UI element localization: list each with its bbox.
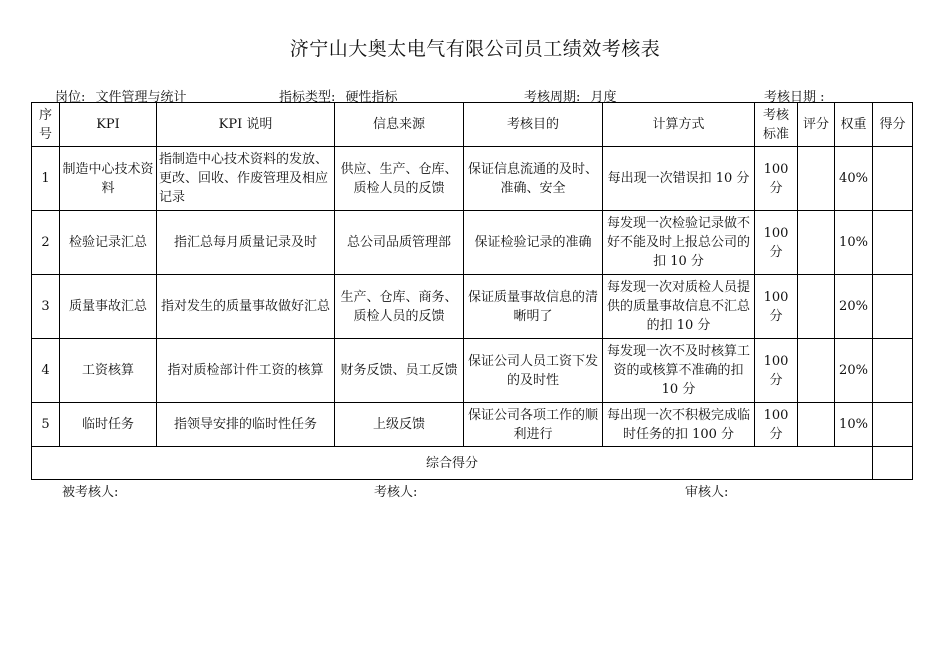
cell-weight: 10% (835, 211, 873, 275)
total-row (32, 447, 913, 480)
table-row (32, 339, 913, 403)
cell-standard: 100 分 (755, 147, 798, 211)
col-header-weight: 权重 (835, 103, 873, 147)
cell-result[interactable] (873, 339, 913, 403)
appraiser-signature: 考核人: (374, 485, 418, 500)
cell-standard: 100 分 (755, 403, 798, 447)
cell-source: 生产、仓库、商务、质检人员的反馈 (335, 275, 464, 339)
col-header-score: 评分 (798, 103, 835, 147)
cell-no: 5 (32, 403, 60, 447)
cell-desc: 指对质检部计件工资的核算 (157, 339, 335, 403)
cell-result[interactable] (873, 275, 913, 339)
cell-source: 供应、生产、仓库、质检人员的反馈 (335, 147, 464, 211)
table-row (32, 275, 913, 339)
reviewer-signature: 审核人: (685, 485, 729, 500)
table-row (32, 211, 913, 275)
cell-purpose: 保证公司人员工资下发的及时性 (464, 339, 603, 403)
cell-no: 1 (32, 147, 60, 211)
cell-score[interactable] (798, 275, 835, 339)
cell-desc: 指制造中心技术资料的发放、更改、回收、作废管理及相应记录 (157, 147, 335, 211)
col-header-result: 得分 (873, 103, 913, 147)
cell-calc: 每发现一次对质检人员提供的质量事故信息不汇总的扣 10 分 (603, 275, 755, 339)
cell-result[interactable] (873, 403, 913, 447)
position-label: 岗位: (55, 90, 86, 105)
col-header-source: 信息来源 (335, 103, 464, 147)
cell-weight: 40% (835, 147, 873, 211)
cell-kpi: 制造中心技术资料 (60, 147, 157, 211)
cell-kpi: 临时任务 (60, 403, 157, 447)
cell-weight: 20% (835, 339, 873, 403)
cell-score[interactable] (798, 339, 835, 403)
cell-desc: 指对发生的质量事故做好汇总 (157, 275, 335, 339)
cell-weight: 20% (835, 275, 873, 339)
col-header-desc: KPI 说明 (157, 103, 335, 147)
cell-kpi: 工资核算 (60, 339, 157, 403)
table-row (32, 147, 913, 211)
cell-calc: 每出现一次不积极完成临时任务的扣 100 分 (603, 403, 755, 447)
table-row (32, 403, 913, 447)
cell-no: 3 (32, 275, 60, 339)
cell-standard: 100 分 (755, 339, 798, 403)
period-value: 月度 (590, 90, 617, 105)
date-label: 考核日期 : (764, 90, 825, 105)
cell-no: 2 (32, 211, 60, 275)
position-value: 文件管理与统计 (95, 90, 187, 105)
cell-source: 上级反馈 (335, 403, 464, 447)
cell-calc: 每发现一次不及时核算工资的或核算不准确的扣 10 分 (603, 339, 755, 403)
total-value[interactable] (873, 447, 913, 480)
col-header-kpi: KPI (60, 103, 157, 147)
cell-purpose: 保证信息流通的及时、准确、安全 (464, 147, 603, 211)
cell-standard: 100 分 (755, 211, 798, 275)
cell-desc: 指领导安排的临时性任务 (157, 403, 335, 447)
cell-source: 总公司品质管理部 (335, 211, 464, 275)
page-title: 济宁山大奥太电气有限公司员工绩效考核表 (289, 38, 661, 60)
cell-source: 财务反馈、员工反馈 (335, 339, 464, 403)
cell-result[interactable] (873, 211, 913, 275)
appraisee-signature: 被考核人: (62, 485, 119, 500)
kpi-table (31, 102, 913, 480)
cell-kpi: 质量事故汇总 (60, 275, 157, 339)
col-header-no: 序号 (32, 103, 60, 147)
col-header-standard: 考核标准 (755, 103, 798, 147)
cell-calc: 每出现一次错误扣 10 分 (603, 147, 755, 211)
total-label: 综合得分 (32, 447, 873, 480)
col-header-calc: 计算方式 (603, 103, 755, 147)
indicator-type-value: 硬性指标 (345, 90, 398, 105)
cell-standard: 100 分 (755, 275, 798, 339)
period-label: 考核周期: (524, 90, 581, 105)
cell-purpose: 保证质量事故信息的清晰明了 (464, 275, 603, 339)
table-header-row (32, 103, 913, 147)
cell-purpose: 保证公司各项工作的顺利进行 (464, 403, 603, 447)
cell-score[interactable] (798, 211, 835, 275)
cell-weight: 10% (835, 403, 873, 447)
cell-no: 4 (32, 339, 60, 403)
cell-calc: 每发现一次检验记录做不好不能及时上报总公司的扣 10 分 (603, 211, 755, 275)
cell-kpi: 检验记录汇总 (60, 211, 157, 275)
col-header-purpose: 考核目的 (464, 103, 603, 147)
cell-result[interactable] (873, 147, 913, 211)
cell-score[interactable] (798, 147, 835, 211)
cell-desc: 指汇总每月质量记录及时 (157, 211, 335, 275)
cell-score[interactable] (798, 403, 835, 447)
cell-purpose: 保证检验记录的准确 (464, 211, 603, 275)
indicator-type-label: 指标类型: (279, 90, 336, 105)
